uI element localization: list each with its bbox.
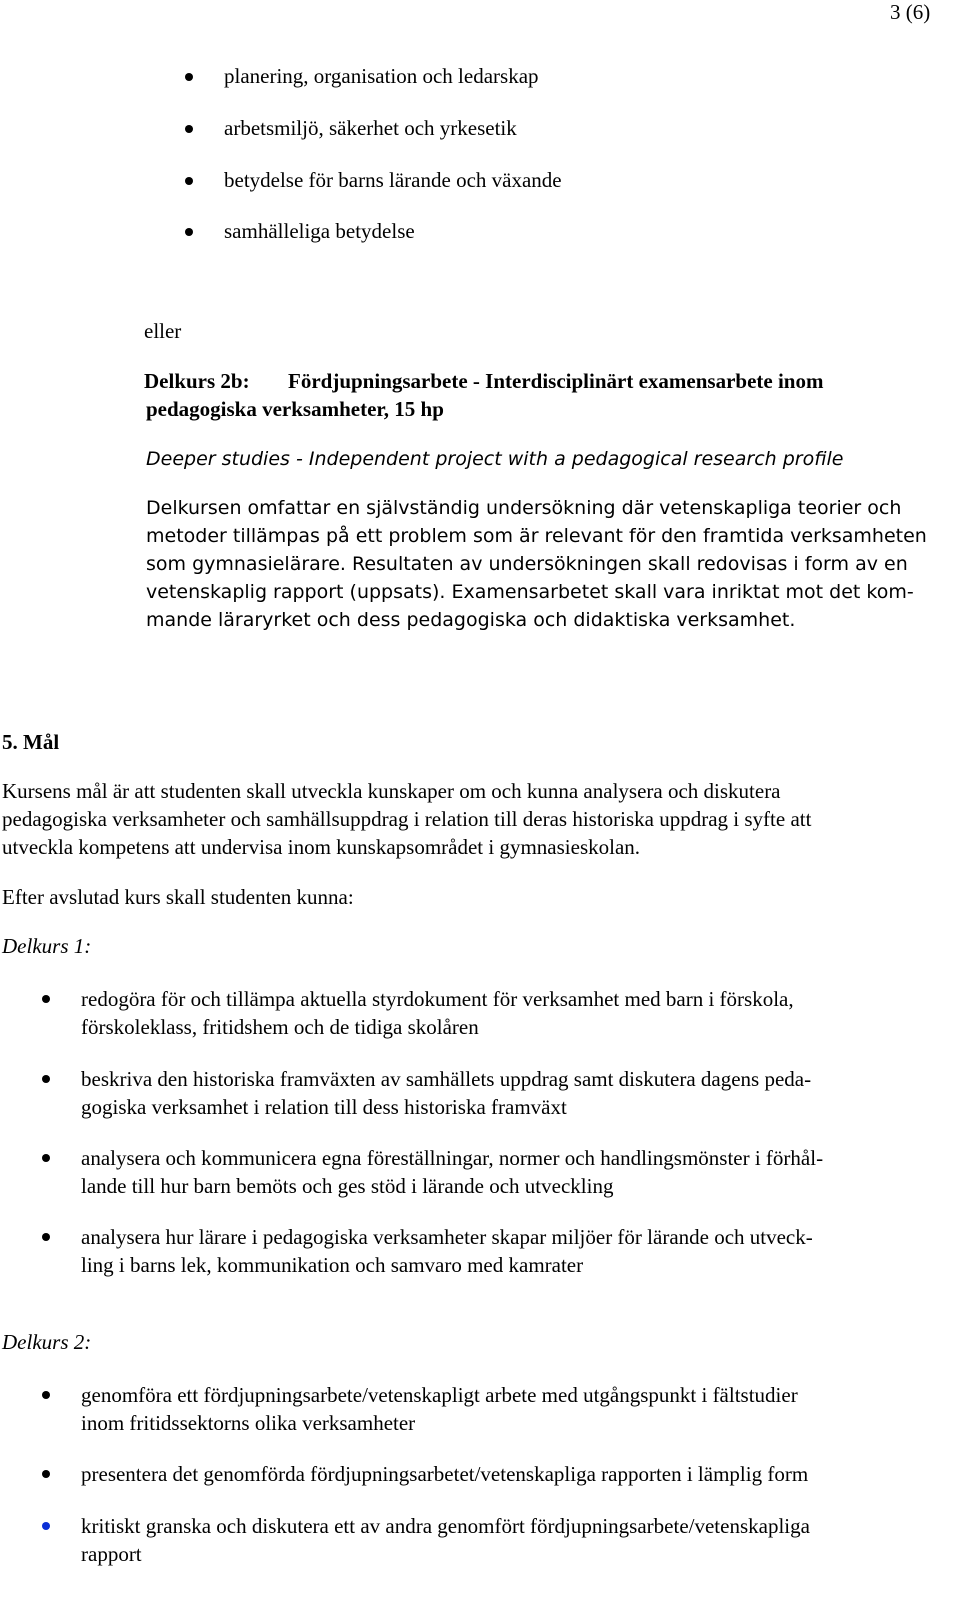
list-item: beskriva den historiska framväxten av samhällets uppdrag samt diskutera dagens peda- gogiska verksamhet i relation till dess historiska framväxt: [81, 1067, 812, 1119]
list-item: redogöra för och tillämpa aktuella styrdokument för verksamhet med barn i förskola, förskoleklass, fritidshem och de tidiga skolåren: [81, 987, 794, 1039]
delkurs2-heading: Delkurs 2:: [2, 1330, 92, 1354]
list-item: genomföra ett fördjupningsarbete/vetenskapligt arbete med utgångspunkt i fältstudier inom fritidssektorns olika verksamheter: [81, 1383, 798, 1435]
after-course-text: Efter avslutad kurs skall studenten kunna:: [2, 885, 354, 909]
list-item: analysera och kommunicera egna föreställningar, normer och handlingsmönster i förhål- lande till hur barn bemöts och ges stöd i lärande och utveckling: [81, 1146, 824, 1198]
list-item: betydelse för barns lärande och växande: [224, 168, 562, 192]
bullet-icon: [185, 125, 193, 133]
desc-line: som gymnasielärare. Resultaten av undersökningen skall redovisas i form av en: [146, 553, 908, 575]
list-item: analysera hur lärare i pedagogiska verksamheter skapar miljöer för lärande och utveck- ling i barns lek, kommunikation och samvaro med kamrater: [81, 1225, 813, 1277]
bullet-icon: [42, 1391, 50, 1399]
bullet-icon: [185, 177, 193, 185]
list-item: arbetsmiljö, säkerhet och yrkesetik: [224, 116, 517, 140]
list-item: planering, organisation och ledarskap: [224, 64, 539, 88]
bullet-icon: [42, 1075, 50, 1083]
delkurs2b-label: Delkurs 2b:: [144, 369, 250, 393]
page-number: 3 (6): [890, 0, 931, 24]
bullet-icon: [185, 228, 193, 236]
delkurs1-heading: Delkurs 1:: [2, 934, 92, 958]
delkurs2b-title-2: pedagogiska verksamheter, 15 hp: [146, 397, 444, 421]
bullet-icon: [42, 1233, 50, 1241]
list-item: samhälleliga betydelse: [224, 219, 415, 243]
bullet-icon: [42, 995, 50, 1003]
desc-line: mande läraryrket och dess pedagogiska och didaktiska verksamhet.: [146, 609, 796, 631]
delkurs2b-title-1: Fördjupningsarbete - Interdisciplinärt examensarbete inom: [288, 369, 824, 393]
intro-line: Kursens mål är att studenten skall utveckla kunskaper om och kunna analysera och diskutera: [2, 779, 781, 803]
section-heading: 5. Mål: [2, 730, 60, 754]
bullet-icon: [42, 1522, 50, 1530]
desc-line: metoder tillämpas på ett problem som är relevant för den framtida verksamheten: [146, 525, 927, 547]
eller-text: eller: [144, 319, 182, 343]
desc-line: vetenskaplig rapport (uppsats). Examensarbetet skall vara inriktat mot det kom-: [146, 581, 914, 603]
bullet-icon: [42, 1470, 50, 1478]
delkurs2b-english-title: Deeper studies - Independent project with a pedagogical research profile: [146, 448, 844, 470]
desc-line: Delkursen omfattar en självständig undersökning där vetenskapliga teorier och: [146, 497, 902, 519]
bullet-icon: [42, 1154, 50, 1162]
list-item: presentera det genomförda fördjupningsarbetet/vetenskapliga rapporten i lämplig form: [81, 1462, 809, 1486]
list-item: kritiskt granska och diskutera ett av andra genomfört fördjupningsarbete/vetenskapliga rapport: [81, 1514, 810, 1566]
bullet-icon: [185, 73, 193, 81]
intro-line: utveckla kompetens att undervisa inom kunskapsområdet i gymnasieskolan.: [2, 835, 641, 859]
intro-line: pedagogiska verksamheter och samhällsuppdrag i relation till deras historiska uppdrag i syfte att: [2, 807, 812, 831]
